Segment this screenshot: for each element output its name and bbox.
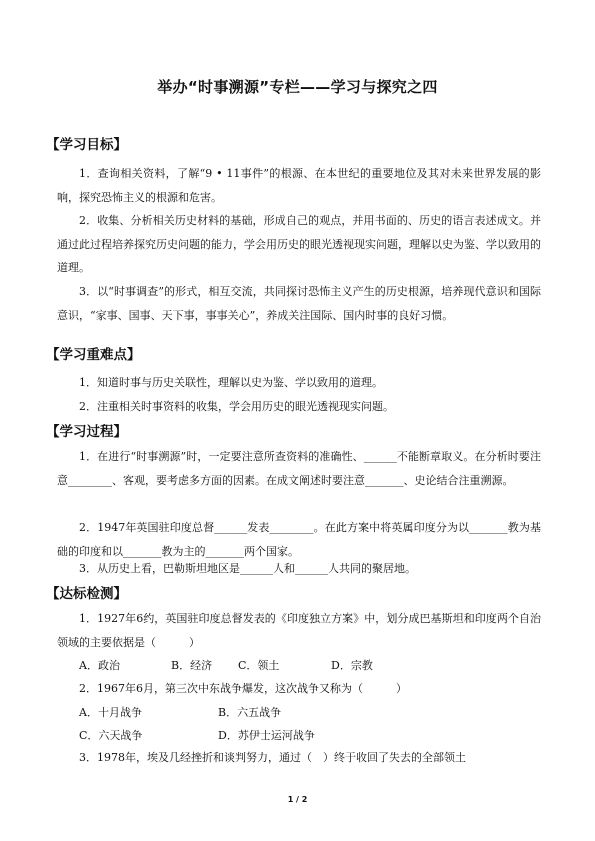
question-2-option-c: C．六天战争 <box>79 729 143 742</box>
process-item-3: 3．从历史上看，巴勒斯坦地区是______人和______人共同的聚居地。 <box>79 562 416 575</box>
page-number: 1 / 2 <box>287 795 308 804</box>
objective-item-1: 1．查询相关资料，了解“9 • 11事件”的根源、在本世纪的重要地位及其对未来世界发展的影响，探究恐怖主义的根源和危害。 <box>57 167 541 204</box>
key-point-item-2: 2．注重相关时事资料的收集，学会用历史的眼光透视现实问题。 <box>79 400 394 413</box>
question-2-option-a: A．十月战争 <box>79 706 142 719</box>
objective-item-3: 3．以“时事调查”的形式，相互交流，共同探讨恐怖主义产生的历史根源，培养现代意识和国际意识，“家事、国事、天下事，事事关心”，养成关注国际、国内时事的良好习惯。 <box>57 285 541 322</box>
question-1-option-d: D．宗教 <box>331 659 373 672</box>
key-point-item-1: 1．知道时事与历史关联性，理解以史为鉴、学以致用的道理。 <box>79 376 383 389</box>
process-item-1: 1．在进行“时事溯源”时，一定要注意所查资料的准确性、______不能断章取义。在分析时要注意________、客观，要考虑多方面的因素。在成文阐述时要注意_______、史论结合注重溯源。 <box>57 450 541 487</box>
assessment-heading: 【达标检测】 <box>46 586 127 602</box>
question-3-stem: 3．1978年，埃及几经挫折和谈判努力，通过（ ）终于收回了失去的全部领土 <box>79 751 466 764</box>
question-1-option-b: B．经济 <box>171 659 213 672</box>
objective-item-2: 2．收集、分析相关历史材料的基础，形成自己的观点，并用书面的、历史的语言表述成文。并通过此过程培养探究历史问题的能力，学会用历史的眼光透视现实问题，理解以史为鉴、学以致用的道理。 <box>57 214 541 275</box>
question-1-option-a: A．政治 <box>79 659 120 672</box>
question-2-stem: 2．1967年6月，第三次中东战争爆发，这次战争又称为（ ） <box>79 682 407 695</box>
question-2-option-b: B．六五战争 <box>218 706 282 719</box>
key-points-heading: 【学习重难点】 <box>46 347 141 363</box>
process-heading: 【学习过程】 <box>46 424 127 440</box>
question-2-option-d: D．苏伊士运河战争 <box>218 729 315 742</box>
question-1-stem: 1．1927年6约，英国驻印度总督发表的《印度独立方案》中，划分成巴基斯坦和印度两个自治领域的主要依据是（ ） <box>57 612 541 649</box>
question-1-option-c: C．领土 <box>238 659 280 672</box>
objectives-heading: 【学习目标】 <box>46 137 127 153</box>
process-item-2: 2．1947年英国驻印度总督______发表________。在此方案中将英属印度分为以_______教为基础的印度和以_______教为主的_______两个国家。 <box>57 521 541 558</box>
page-title: 举办“时事溯源”专栏——学习与探究之四 <box>157 78 438 96</box>
